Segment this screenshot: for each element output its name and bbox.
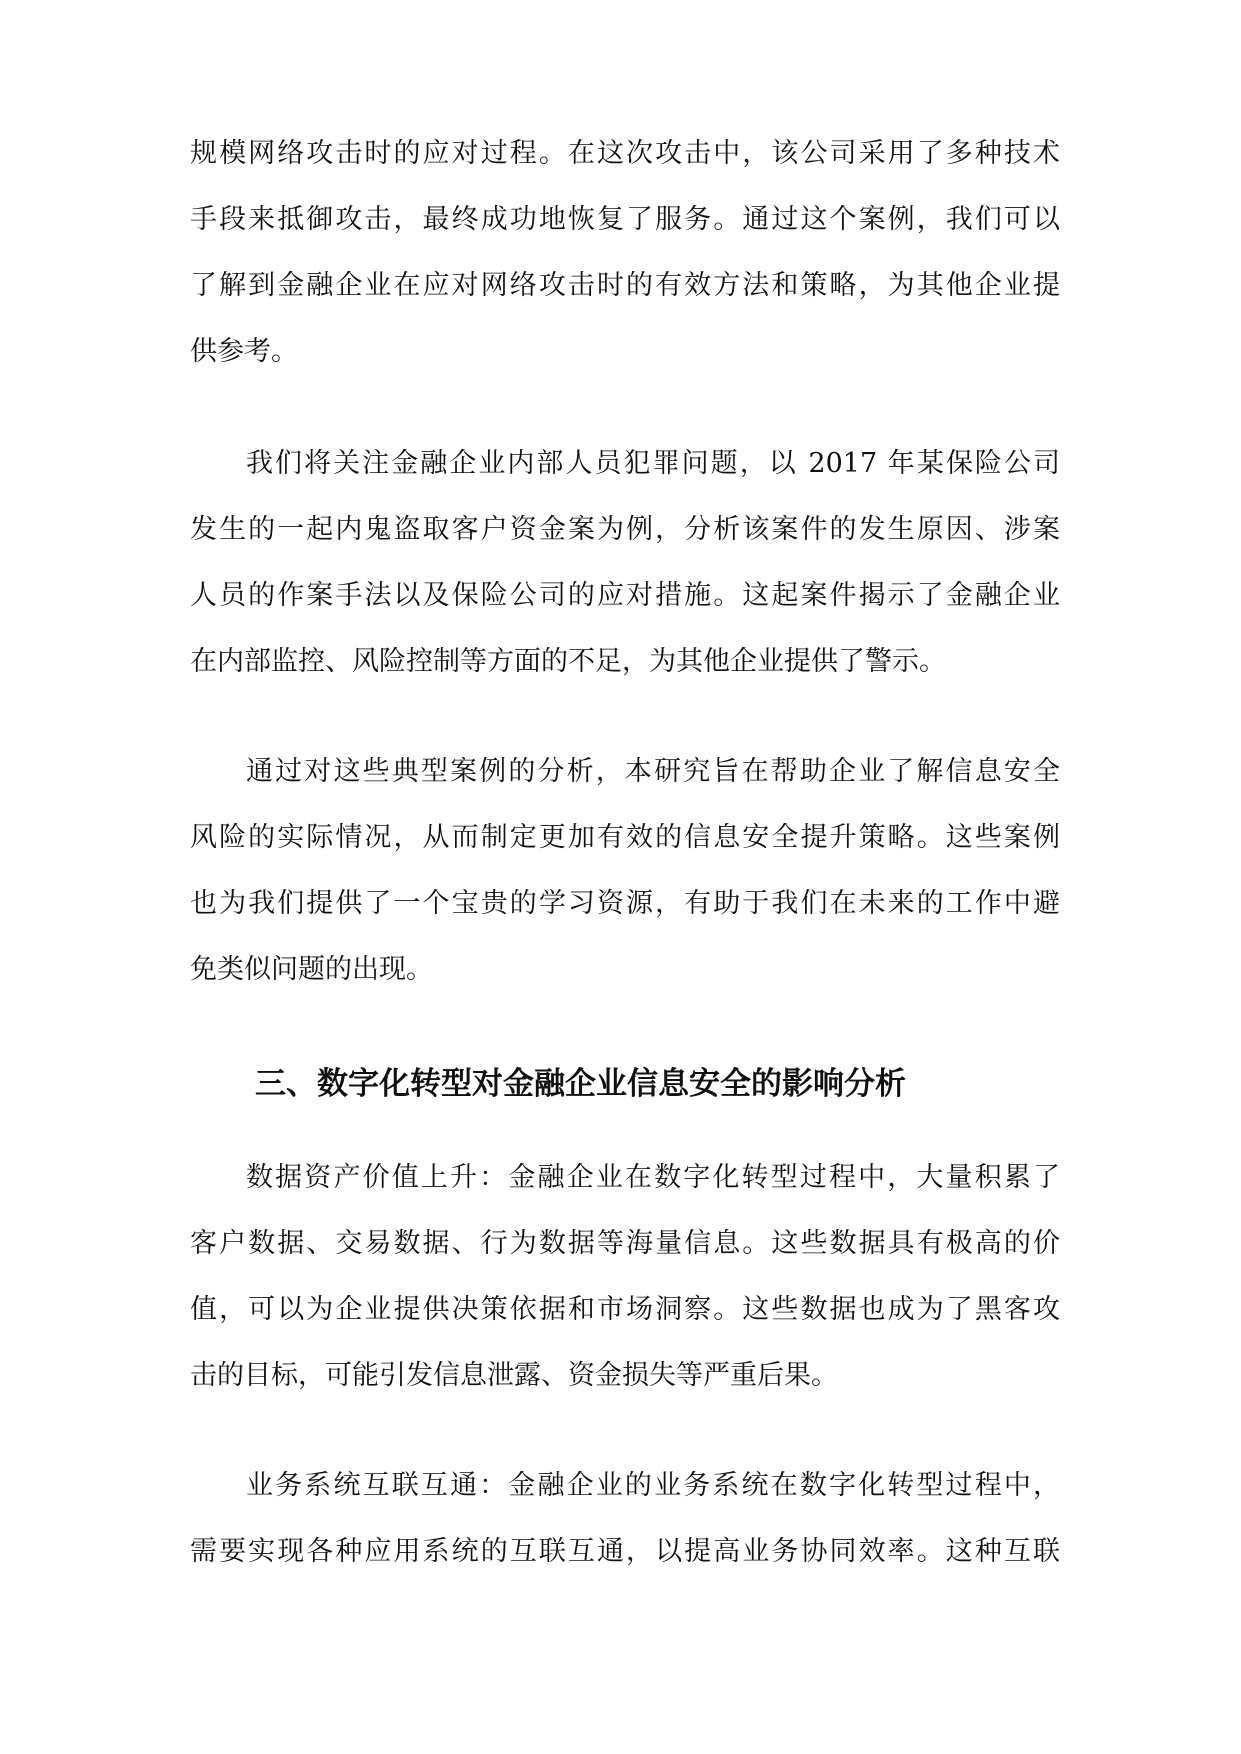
section-heading: 三、数字化转型对金融企业信息安全的影响分析 bbox=[255, 1066, 906, 1102]
paragraph-1-line-2: 手段来抵御攻击，最终成功地恢复了服务。通过这个案例，我们可以 bbox=[190, 204, 1060, 235]
paragraph-3-line-4: 免类似问题的出现。 bbox=[190, 954, 433, 985]
paragraph-5-line-1: 业务系统互联互通：金融企业的业务系统在数字化转型过程中， bbox=[246, 1470, 1060, 1501]
paragraph-2-line-3: 人员的作案手法以及保险公司的应对措施。这起案件揭示了金融企业 bbox=[190, 580, 1060, 611]
paragraph-2-line-4: 在内部监控、风险控制等方面的不足，为其他企业提供了警示。 bbox=[190, 646, 946, 677]
paragraph-4-line-3: 值，可以为企业提供决策依据和市场洞察。这些数据也成为了黑客攻 bbox=[190, 1294, 1060, 1325]
paragraph-1-line-3: 了解到金融企业在应对网络攻击时的有效方法和策略，为其他企业提 bbox=[190, 270, 1060, 301]
paragraph-1-line-1: 规模网络攻击时的应对过程。在这次攻击中，该公司采用了多种技术 bbox=[190, 138, 1060, 169]
paragraph-4-line-2: 客户数据、交易数据、行为数据等海量信息。这些数据具有极高的价 bbox=[190, 1228, 1060, 1259]
paragraph-3-line-1: 通过对这些典型案例的分析，本研究旨在帮助企业了解信息安全 bbox=[246, 756, 1060, 787]
paragraph-3-line-2: 风险的实际情况，从而制定更加有效的信息安全提升策略。这些案例 bbox=[190, 822, 1060, 853]
paragraph-2-line-2: 发生的一起内鬼盗取客户资金案为例，分析该案件的发生原因、涉案 bbox=[190, 514, 1060, 545]
paragraph-5-line-2: 需要实现各种应用系统的互联互通，以提高业务协同效率。这种互联 bbox=[190, 1536, 1060, 1567]
paragraph-2-line-1: 我们将关注金融企业内部人员犯罪问题，以 2017 年某保险公司 bbox=[246, 448, 1060, 479]
paragraph-1-line-4: 供参考。 bbox=[190, 336, 298, 367]
paragraph-4-line-4: 击的目标，可能引发信息泄露、资金损失等严重后果。 bbox=[190, 1360, 838, 1391]
paragraph-3-line-3: 也为我们提供了一个宝贵的学习资源，有助于我们在未来的工作中避 bbox=[190, 888, 1060, 919]
paragraph-4-line-1: 数据资产价值上升：金融企业在数字化转型过程中，大量积累了 bbox=[246, 1162, 1060, 1193]
